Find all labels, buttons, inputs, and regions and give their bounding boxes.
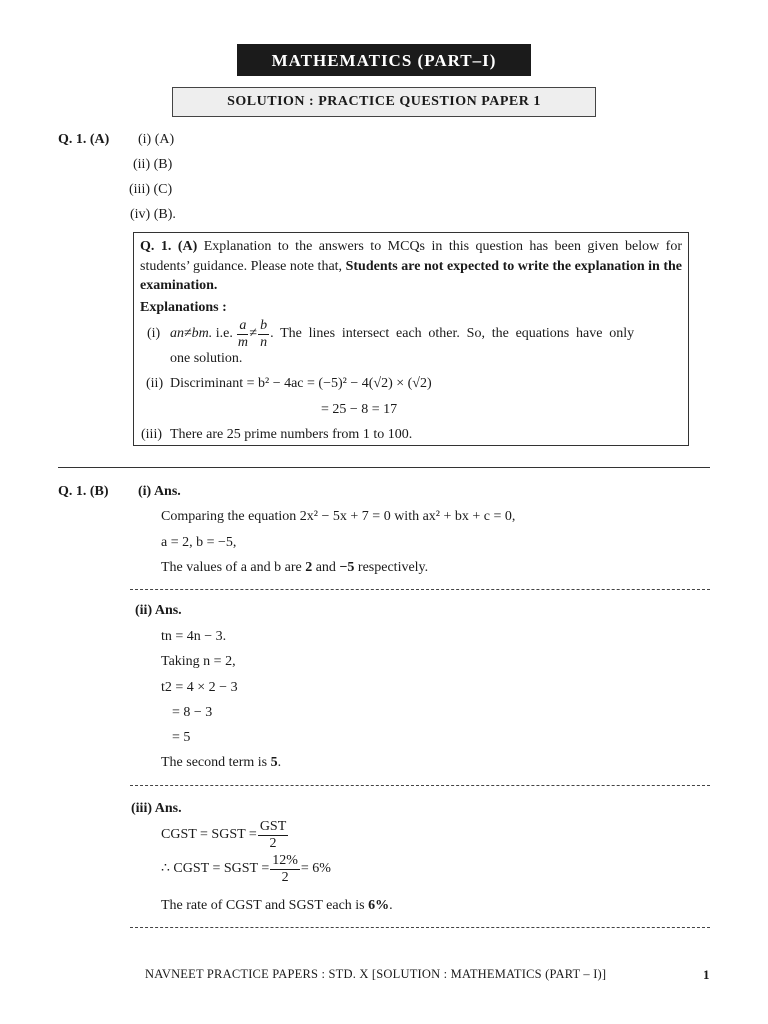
page-number: 1: [703, 967, 710, 982]
explanation-neq: ≠: [249, 326, 258, 341]
dashed-divider-2: [130, 785, 710, 786]
q1b-ii-line2: Taking n = 2,: [161, 654, 236, 669]
therefore-symbol: ∴: [161, 861, 170, 876]
page-subtitle: SOLUTION : PRACTICE QUESTION PAPER 1: [172, 87, 596, 117]
q1b-iii-fraction-gst: $\frac{\text{GST}}{2}$: [259, 818, 287, 851]
q1a-answer-iii: (iii) (C): [129, 182, 173, 197]
q1b-i-value-b: −5: [339, 560, 355, 575]
q1b-iii-conclusion: The rate of CGST and SGST each is 6%.: [161, 898, 393, 913]
q1b-iii-line2: ∴ CGST = SGST = $\frac{12\%}{2}$ = 6%: [161, 852, 331, 885]
q1a-answer-iv: (iv) (B).: [130, 207, 176, 222]
explanation-item-i-label: (i): [147, 326, 161, 341]
q1a-answer-ii: (ii) (B): [133, 157, 173, 172]
q1b-ii-label: (ii) Ans.: [135, 603, 182, 618]
explanation-item-iii-text: There are 25 prime numbers from 1 to 100.: [170, 427, 413, 442]
q1b-iii-answer: 6%: [368, 898, 390, 913]
dashed-divider-3: [130, 927, 710, 928]
q1b-i-line1: Comparing the equation 2x² − 5x + 7 = 0 with ax² + bx + c = 0,: [161, 509, 516, 524]
q1b-ii-answer: 5: [270, 755, 278, 770]
page-footer: NAVNEET PRACTICE PAPERS : STD. X [SOLUTION : MATHEMATICS (PART – I)]: [145, 967, 607, 981]
section-divider: [58, 467, 710, 468]
q1b-i-line2: a = 2, b = −5,: [161, 535, 237, 550]
explanation-item-iii-label: (iii): [141, 427, 162, 442]
q1b-i-label: (i) Ans.: [138, 484, 181, 499]
explanation-fraction-a-m: $\frac{a}{m}$: [237, 317, 248, 350]
explanation-item-ii-line2: = 25 − 8 = 17: [321, 402, 398, 417]
explanations-heading: Explanations :: [140, 300, 227, 315]
q1a-label: Q. 1. (A): [58, 132, 110, 147]
explanation-item-ii-formula: Discriminant = b² − 4ac = (−5)² − 4(√2) × (√2): [170, 376, 432, 391]
explanation-lead-label: Q. 1. (A): [140, 239, 198, 254]
explanation-item-ii-label: (ii): [146, 376, 164, 391]
explanation-lead-bold: Students are not expected to write the explanation in the examination.: [140, 258, 683, 293]
explanation-intro: [140, 237, 682, 296]
q1b-iii-label: (iii) Ans.: [131, 801, 182, 816]
q1b-label: Q. 1. (B): [58, 484, 109, 499]
q1b-ii-conclusion: The second term is 5.: [161, 755, 282, 770]
explanation-item-i-text: . The lines intersect each other. So, the equations have only: [270, 326, 635, 341]
q1b-ii-line5: = 5: [172, 730, 191, 745]
explanation-item-i-ie: i.e.: [215, 326, 233, 341]
q1b-i-value-a: 2: [305, 560, 313, 575]
explanation-fraction-b-n: $\frac{b}{n}$: [260, 317, 268, 350]
explanation-item-i-text2: one solution.: [170, 351, 243, 366]
page-title: MATHEMATICS (PART–I): [237, 44, 531, 76]
q1b-iii-fraction-12: $\frac{12\%}{2}$: [272, 852, 298, 885]
explanation-item-i-expr: an≠bm.: [170, 326, 213, 341]
explanation-item-i: [170, 318, 634, 350]
dashed-divider-1: [130, 589, 710, 590]
q1b-i-conclusion: The values of a and b are 2 and −5 respectively.: [161, 560, 429, 575]
explanation-lead-text: Explanation to the answers to MCQs in this question has been given below for students’ guidance. Please note that,: [140, 239, 682, 274]
q1b-ii-line4: = 8 − 3: [172, 705, 213, 720]
q1a-answer-i: (i) (A): [138, 132, 175, 147]
q1b-ii-line1: tn = 4n − 3.: [161, 629, 227, 644]
q1b-iii-line1: CGST = SGST = $\frac{\text{GST}}{2}$: [161, 818, 287, 851]
q1b-ii-line3: t2 = 4 × 2 − 3: [161, 680, 238, 695]
